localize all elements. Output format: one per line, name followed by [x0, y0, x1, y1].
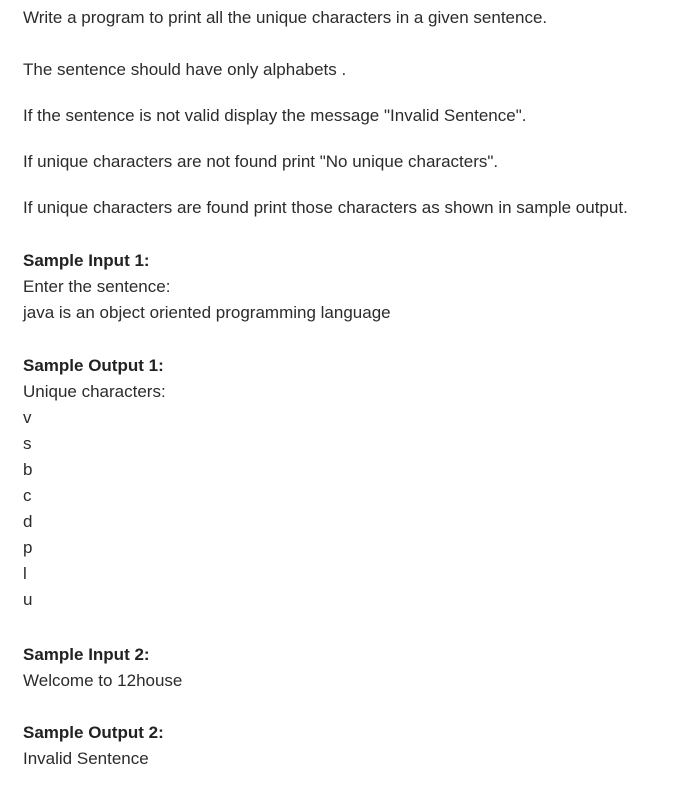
sample-output-2-line: Invalid Sentence	[23, 749, 149, 768]
paragraph-output-rule: If unique characters are found print those characters as shown in sample output.	[23, 198, 628, 217]
sample-output-1-line: s	[23, 434, 32, 453]
sample-output-1-line: l	[23, 564, 27, 583]
paragraph-alphabets-rule: The sentence should have only alphabets .	[23, 60, 347, 79]
sample-output-1-line: b	[23, 460, 33, 479]
sample-output-1-line: v	[23, 408, 32, 427]
sample-output-1-line: c	[23, 486, 32, 505]
sample-input-1-heading: Sample Input 1:	[23, 251, 150, 270]
sample-output-1-heading: Sample Output 1:	[23, 356, 164, 375]
sample-input-1-line: Enter the sentence:	[23, 277, 171, 296]
sample-output-1-line: u	[23, 590, 33, 609]
paragraph-invalid-rule: If the sentence is not valid display the message "Invalid Sentence".	[23, 106, 527, 125]
sample-output-2-heading: Sample Output 2:	[23, 723, 164, 742]
paragraph-no-unique-rule: If unique characters are not found print "No unique characters".	[23, 152, 499, 171]
sample-output-1-line: p	[23, 538, 33, 557]
sample-input-2-heading: Sample Input 2:	[23, 645, 150, 664]
sample-output-1-line: Unique characters:	[23, 382, 166, 401]
sample-input-1-line: java is an object oriented programming language	[23, 303, 391, 322]
paragraph-intro: Write a program to print all the unique characters in a given sentence.	[23, 8, 548, 27]
sample-output-1-line: d	[23, 512, 33, 531]
sample-input-2-line: Welcome to 12house	[23, 671, 183, 690]
